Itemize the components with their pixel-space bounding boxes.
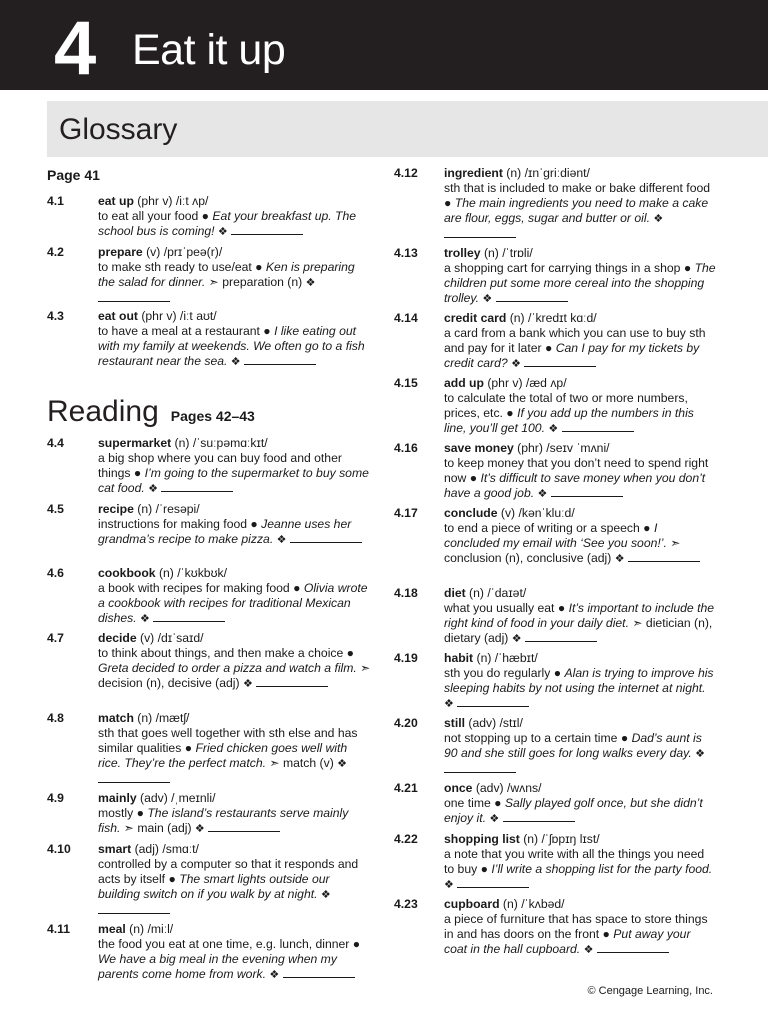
- entry-part-of-speech-pron: (n) /ˈdaɪət/: [465, 586, 527, 600]
- write-in-blank-line: [444, 762, 516, 773]
- review-mark-icon: ❖: [583, 944, 594, 956]
- entry-number: 4.14: [394, 311, 418, 325]
- write-in-blank-line: [457, 877, 529, 888]
- entry-example: Sally played golf once, but she didn’t enjoy it.: [444, 796, 703, 825]
- entry-number: 4.18: [394, 586, 418, 600]
- entry-part-of-speech-pron: (adv) /ˌmeɪnli/: [136, 791, 216, 805]
- entry-part-of-speech-pron: (n) /ˈtrɒli/: [480, 246, 533, 260]
- entry-derivatives: ➣ conclusion (n), conclusive (adj): [444, 536, 681, 565]
- entry-headword: shopping list: [444, 832, 520, 846]
- entry-headword: supermarket: [98, 436, 172, 450]
- review-mark-icon: ❖: [230, 356, 241, 368]
- entry-part-of-speech-pron: (n) /ˈsuːpəmɑːkɪt/: [171, 436, 268, 450]
- write-in-blank-line: [98, 903, 170, 914]
- review-mark-icon: ❖: [337, 758, 348, 770]
- entry-headword: cupboard: [444, 897, 500, 911]
- reading-section-heading: [47, 394, 255, 435]
- review-mark-icon: ❖: [695, 748, 705, 760]
- review-mark-icon: ❖: [548, 423, 559, 435]
- review-mark-icon: ❖: [653, 213, 664, 225]
- entry-body: [98, 711, 372, 787]
- entry-number: 4.5: [47, 502, 64, 516]
- entry-part-of-speech-pron: (n) /ɪnˈɡriːdiənt/: [502, 166, 590, 180]
- entry-headword: add up: [444, 376, 484, 390]
- review-mark-icon: ❖: [444, 879, 454, 891]
- reading-title: Reading: [47, 395, 159, 428]
- review-mark-icon: ❖: [482, 293, 493, 305]
- entry-part-of-speech-pron: (n) /ˈkʌbəd/: [499, 897, 565, 911]
- unit-title: Eat it up: [132, 26, 286, 74]
- entry-definition: not stopping up to a certain time ●: [444, 731, 632, 745]
- entry-part-of-speech-pron: (n) /ˈkʊkbʊk/: [155, 566, 227, 580]
- entry-part-of-speech-pron: (v) /prɪˈpeə(r)/: [142, 245, 223, 259]
- review-mark-icon: ❖: [489, 813, 500, 825]
- entry-example: It’s difficult to save money when you don’t have a good job.: [444, 471, 706, 500]
- entry-part-of-speech-pron: (v) /kənˈkluːd/: [497, 506, 575, 520]
- entry-number: 4.16: [394, 441, 418, 455]
- entry-example: The smart lights outside our building switch on if you walk by at night.: [98, 872, 330, 901]
- review-mark-icon: ❖: [140, 613, 150, 625]
- entry-headword: once: [444, 781, 473, 795]
- entry-definition: a piece of furniture that has space to store things in and has doors on the front ●: [444, 912, 708, 941]
- entry-derivatives: ➣ decision (n), decisive (adj): [98, 661, 371, 690]
- entry-headword: smart: [98, 842, 132, 856]
- entry-definition: a shopping cart for carrying things in a shop ●: [444, 261, 695, 275]
- entry-example: Dad’s aunt is 90 and she still goes for long walks every day.: [444, 731, 702, 760]
- entry-example: The island’s restaurants serve mainly fish.: [98, 806, 349, 835]
- entry-definition: to make sth ready to use/eat ●: [98, 260, 266, 274]
- review-mark-icon: ❖: [276, 534, 287, 546]
- entry-part-of-speech-pron: (n) /miːl/: [125, 922, 174, 936]
- entry-body: [98, 309, 372, 370]
- entry-example: I’m going to the supermarket to buy some cat food.: [98, 466, 369, 495]
- entry-definition: controlled by a computer so that it responds and acts by itself ●: [98, 857, 359, 886]
- write-in-blank-line: [208, 821, 280, 832]
- entry-body: [444, 716, 716, 777]
- entry-body: [444, 246, 716, 307]
- write-in-blank-line: [231, 224, 303, 235]
- entry-body: [98, 842, 372, 918]
- entry-headword: trolley: [444, 246, 481, 260]
- entry-number: 4.21: [394, 781, 418, 795]
- entry-headword: credit card: [444, 311, 507, 325]
- entry-headword: save money: [444, 441, 514, 455]
- entry-headword: eat out: [98, 309, 138, 323]
- entry-number: 4.23: [394, 897, 418, 911]
- entry-example: Olivia wrote a cookbook with recipes for traditional Mexican dishes.: [98, 581, 368, 625]
- review-mark-icon: ❖: [444, 698, 454, 710]
- entry-headword: diet: [444, 586, 466, 600]
- entry-derivatives: ➣ dietician (n), dietary (adj): [444, 616, 713, 645]
- entry-body: [98, 791, 372, 837]
- entry-body: [98, 631, 372, 692]
- write-in-blank-line: [283, 967, 355, 978]
- write-in-blank-line: [98, 772, 170, 783]
- entry-body: [98, 566, 372, 627]
- entry-example: Alan is trying to improve his sleeping habits by not using the internet at night.: [444, 666, 714, 695]
- review-mark-icon: ❖: [320, 889, 331, 901]
- entry-number: 4.6: [47, 566, 64, 580]
- entry-definition: a big shop where you can buy food and other things ●: [98, 451, 342, 480]
- glossary-banner: [47, 101, 768, 157]
- entry-example: It’s important to include the right kind of food in your daily diet.: [444, 601, 715, 630]
- entry-definition: a book with recipes for making food ●: [98, 581, 304, 595]
- entry-number: 4.1: [47, 194, 64, 208]
- entry-derivatives: ➣ main (adj): [120, 821, 192, 835]
- entry-example: Eat your breakfast up. The school bus is coming!: [98, 209, 357, 238]
- entry-definition: to think about things, and then make a choice ●: [98, 646, 355, 660]
- entry-number: 4.10: [47, 842, 71, 856]
- write-in-blank-line: [444, 227, 516, 238]
- entry-number: 4.15: [394, 376, 418, 390]
- entry-number: 4.22: [394, 832, 418, 846]
- entry-definition: a note that you write with all the things you need to buy ●: [444, 847, 705, 876]
- write-in-blank-line: [503, 811, 575, 822]
- entry-number: 4.4: [47, 436, 64, 450]
- write-in-blank-line: [496, 291, 568, 302]
- entry-number: 4.17: [394, 506, 418, 520]
- unit-number: 4: [54, 6, 96, 91]
- entry-body: [444, 781, 716, 827]
- reading-pages: Pages 42–43: [170, 408, 255, 424]
- review-mark-icon: ❖: [217, 226, 228, 238]
- entry-body: [444, 586, 716, 647]
- entry-number: 4.2: [47, 245, 64, 259]
- entry-example: If you add up the numbers in this line, you’ll get 100.: [444, 406, 694, 435]
- entry-derivatives: ➣ match (v): [265, 756, 334, 770]
- entry-number: 4.9: [47, 791, 64, 805]
- entry-example: Can I pay for my tickets by credit card?: [444, 341, 700, 370]
- entry-headword: mainly: [98, 791, 137, 805]
- entry-example: I’ll write a shopping list for the party food.: [491, 862, 713, 876]
- entry-body: [444, 376, 716, 437]
- entry-body: [444, 166, 716, 242]
- entry-definition: a card from a bank which you can use to buy sth and pay for it later ●: [444, 326, 706, 355]
- entry-definition: sth that is included to make or bake different food ●: [444, 181, 711, 210]
- copyright-footer: © Cengage Learning, Inc.: [587, 985, 713, 997]
- entry-body: [444, 506, 716, 567]
- entry-headword: habit: [444, 651, 474, 665]
- entry-definition: to have a meal at a restaurant ●: [98, 324, 275, 338]
- write-in-blank-line: [597, 942, 669, 953]
- entry-body: [98, 502, 372, 548]
- entry-headword: conclude: [444, 506, 498, 520]
- entry-body: [444, 441, 716, 502]
- entry-part-of-speech-pron: (n) /ˈhæbɪt/: [473, 651, 538, 665]
- entry-definition: one time ●: [444, 796, 505, 810]
- review-mark-icon: ❖: [242, 678, 253, 690]
- entry-example: Greta decided to order a pizza and watch a film.: [98, 661, 357, 675]
- entry-headword: eat up: [98, 194, 134, 208]
- entry-definition: to keep money that you don’t need to spend right now ●: [444, 456, 709, 485]
- write-in-blank-line: [457, 696, 529, 707]
- review-mark-icon: ❖: [194, 823, 205, 835]
- write-in-blank-line: [244, 354, 316, 365]
- review-mark-icon: ❖: [305, 277, 316, 289]
- entry-part-of-speech-pron: (n) /ˈresəpi/: [133, 502, 200, 516]
- review-mark-icon: ❖: [511, 633, 522, 645]
- entry-example: I like eating out with my family at weekends. We often go to a fish restaurant near the sea.: [98, 324, 365, 368]
- write-in-blank-line: [551, 486, 623, 497]
- entry-headword: decide: [98, 631, 137, 645]
- entry-example: Fried chicken goes well with rice. They’re the perfect match.: [98, 741, 348, 770]
- entry-number: 4.20: [394, 716, 418, 730]
- entry-headword: meal: [98, 922, 126, 936]
- entry-part-of-speech-pron: (phr) /seɪv ˈmʌni/: [513, 441, 610, 455]
- write-in-blank-line: [628, 551, 700, 562]
- entry-example: We have a big meal in the evening when my parents come home from work.: [98, 952, 337, 981]
- entry-part-of-speech-pron: (adv) /wʌns/: [472, 781, 542, 795]
- write-in-blank-line: [256, 676, 328, 687]
- entry-body: [444, 832, 716, 893]
- entry-definition: mostly ●: [98, 806, 148, 820]
- glossary-title: Glossary: [59, 113, 178, 146]
- entry-number: 4.8: [47, 711, 64, 725]
- entry-definition: sth you do regularly ●: [444, 666, 565, 680]
- page-41-label: Page 41: [47, 167, 100, 183]
- entry-body: [444, 651, 716, 712]
- entry-headword: recipe: [98, 502, 134, 516]
- entry-example: The main ingredients you need to make a cake are flour, eggs, sugar and butter or oil.: [444, 196, 709, 225]
- entry-part-of-speech-pron: (n) /mætʃ/: [133, 711, 190, 725]
- entry-derivatives: ➣ preparation (n): [205, 275, 303, 289]
- write-in-blank-line: [524, 356, 596, 367]
- entry-part-of-speech-pron: (adj) /smɑːt/: [131, 842, 199, 856]
- entry-example: I concluded my email with ‘See you soon!’.: [444, 521, 667, 550]
- review-mark-icon: ❖: [511, 358, 521, 370]
- entry-body: [98, 194, 372, 240]
- entry-number: 4.13: [394, 246, 418, 260]
- entry-example: Put away your coat in the hall cupboard.: [444, 927, 691, 956]
- entry-number: 4.19: [394, 651, 418, 665]
- entry-body: [444, 897, 716, 958]
- entry-body: [98, 436, 372, 497]
- entry-part-of-speech-pron: (n) /ˈkredɪt kɑːd/: [506, 311, 597, 325]
- entry-example: The children put some more cereal into the shopping trolley.: [444, 261, 716, 305]
- entry-definition: to eat all your food ●: [98, 209, 213, 223]
- review-mark-icon: ❖: [537, 488, 548, 500]
- write-in-blank-line: [161, 481, 233, 492]
- entry-body: [98, 922, 372, 983]
- entry-definition: the food you eat at one time, e.g. lunch, dinner ●: [98, 937, 361, 951]
- entry-example: Jeanne uses her grandma’s recipe to make pizza.: [98, 517, 352, 546]
- entry-part-of-speech-pron: (phr v) /iːt aʊt/: [137, 309, 217, 323]
- entry-part-of-speech-pron: (adv) /stɪl/: [465, 716, 523, 730]
- write-in-blank-line: [98, 291, 170, 302]
- entry-number: 4.3: [47, 309, 64, 323]
- entry-definition: instructions for making food ●: [98, 517, 262, 531]
- entry-part-of-speech-pron: (v) /dɪˈsaɪd/: [136, 631, 204, 645]
- entry-body: [444, 311, 716, 372]
- write-in-blank-line: [525, 631, 597, 642]
- entry-headword: prepare: [98, 245, 143, 259]
- entry-part-of-speech-pron: (n) /ˈʃɒpɪŋ lɪst/: [519, 832, 600, 846]
- write-in-blank-line: [290, 532, 362, 543]
- entry-definition: to calculate the total of two or more numbers, prices, etc. ●: [444, 391, 688, 420]
- entry-definition: what you usually eat ●: [444, 601, 569, 615]
- entry-body: [98, 245, 372, 306]
- entry-number: 4.7: [47, 631, 64, 645]
- entry-definition: to end a piece of writing or a speech ●: [444, 521, 654, 535]
- write-in-blank-line: [153, 611, 225, 622]
- review-mark-icon: ❖: [269, 969, 280, 981]
- entry-part-of-speech-pron: (phr v) /æd ʌp/: [483, 376, 567, 390]
- review-mark-icon: ❖: [148, 483, 159, 495]
- entry-number: 4.12: [394, 166, 418, 180]
- unit-header-bar: [0, 0, 768, 90]
- entry-headword: ingredient: [444, 166, 503, 180]
- entry-headword: cookbook: [98, 566, 156, 580]
- entry-part-of-speech-pron: (phr v) /iːt ʌp/: [133, 194, 209, 208]
- entry-headword: match: [98, 711, 134, 725]
- entry-definition: sth that goes well together with sth else and has similar qualities ●: [98, 726, 358, 755]
- review-mark-icon: ❖: [614, 553, 625, 565]
- entry-number: 4.11: [47, 922, 71, 936]
- entry-example: Ken is preparing the salad for dinner.: [98, 260, 355, 289]
- write-in-blank-line: [562, 421, 634, 432]
- entry-headword: still: [444, 716, 465, 730]
